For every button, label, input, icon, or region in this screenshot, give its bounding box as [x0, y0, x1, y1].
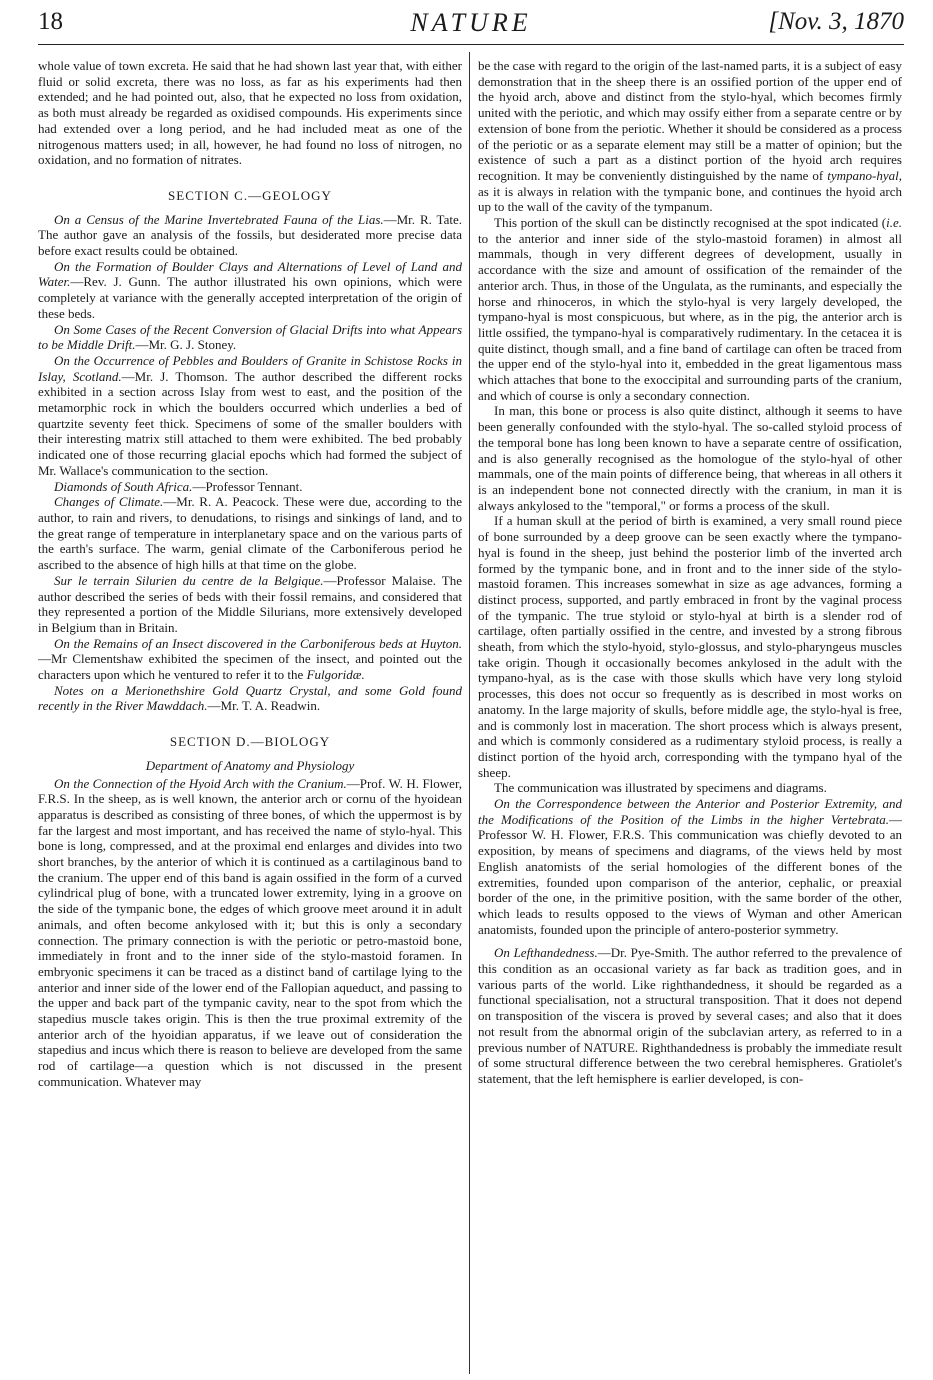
term-tympano-hyal: tympano-hyal, [827, 167, 902, 183]
paper-body: —Rev. J. Gunn. The author illustrated his own opinions, which were completely at variance with the generally accepted interpretation of the origin of these beds. [38, 274, 462, 321]
issue-date: [Nov. 3, 1870 [768, 8, 904, 35]
paragraph-human-skull: If a human skull at the period of birth is examined, a very small round piece of bone surrounded by a deep groove can be seen exactly where the tympano-hyal is found in the sheep, just behind the posterior limb of the inverted arch formed by the tympanic bone, and in front and to the inner side of the stylo-mastoid foramen. This increases somewhat in size as age advances, forming a distinct process, supported, and partly embraced in front by the vaginal process of the tympanic. The true styloid or stylo-hyal at birth is a slender rod of cartilage, often partially ossified in the centre, and invested by a strong fibrous sheath, from which the stylo-hyoid, stylo-glossus, and stylo-pharyngeus muscles take origin. Though it occasionally becomes ankylosed in the adult with the tympano-hyal, as is the case with those skulls which have very long styloid processes, this does not occur so frequently as is described in most works on anatomy. In the large majority of skulls, before middle age, the stylo-hyal is free, and is commonly lost in maceration. The short process which is always present, and which is commonly considered as a rudimentary styloid process, is really a distinct portion of the hyoid arch, corresponding with the tympano hyal of the sheep. [478, 513, 902, 780]
paper-gold-quartz [38, 683, 462, 714]
paragraph-skull-portion [478, 215, 902, 403]
paper-title: On the Correspondence between the Anterior and Posterior Extremity, and the Modifications of the Position of the Limbs in the higher Vertebrata. [478, 796, 902, 827]
paper-census-lias [38, 212, 462, 259]
paper-body: —Professor Malaise. The author described the series of beds with their fossil remains, and considered that they represented a portion of the Middle Silurians, more extensively developed in Belgium than in Britain. [38, 572, 462, 635]
paper-boulder-clays [38, 259, 462, 322]
paper-body: —Mr. R. A. Peacock. These were due, according to the author, to rain and rivers, to denudations, to risings and sinkings of land, and to the great range of temperature in interplanetary space and on the various parts of the earth's surface. The warm, genial climate of the Carboniferous period he ascribed to the absence of high hills at that time on the globe. [38, 494, 462, 573]
paper-title: On Lefthandedness. [494, 945, 598, 961]
paper-glacial-drifts [38, 322, 462, 353]
page-number: 18 [38, 8, 63, 35]
paper-diamonds [38, 479, 462, 495]
paper-title: Sur le terrain Silurien du centre de la Belgique. [54, 572, 324, 588]
paper-body: —Mr. J. Thomson. The author described the different rocks exhibited in a section across Islay from west to east, and the position of the metamorphic rock in which the boulders occurred which underlies a bed of quartzite seventy feet thick. Specimens of some of the smaller boulders with their interesting matrix still attached to them were exhibited. The bed probably indicated one of those recurring glacial epochs which had formed the subject of Mr. Wallace's communication to the section. [38, 368, 462, 478]
paper-title: On the Connection of the Hyoid Arch with the Cranium. [54, 775, 347, 791]
section-c-heading: SECTION C.—GEOLOGY [168, 187, 332, 203]
paper-body: —Professor W. H. Flower, F.R.S. This communication was chiefly devoted to an exposition, by means of specimens and diagrams, of the views held by most English anatomists of the serial homologies of the different bones of the extremities, founded upon comparison of the anterior, cephalic, or preaxial border of the one, in the primitive position, with the same border of the other, which leads to results opposed to the views of Wyman and other American anatomists, founded upon the principle of antero-posterior symmetry. [478, 811, 902, 937]
paper-title: Changes of Climate. [54, 494, 164, 510]
page-header [38, 4, 904, 45]
paper-body: —Mr. G. J. Stoney. [135, 337, 237, 353]
right-column [478, 58, 902, 1374]
paper-body: —Dr. Pye-Smith. The author referred to the prevalence of this condition as an occasional variety as far back as tradition goes, and in various parts of the world. Like righthandedness, it should be regarded as a functional specialisation, not a structural transposition. That it does not depend on transposition of the viscera is proved by several cases; and also that it does not result from the abnormal origin of the subclavian artery, as referred to in a previous number of [478, 945, 902, 1055]
taxon-name: Fulgoridæ. [306, 667, 365, 683]
paper-extremities [478, 796, 902, 937]
paragraph-continuation [478, 58, 902, 215]
paper-title: On the Remains of an Insect discovered in the Carboniferous beds at Huyton. [54, 635, 462, 651]
paper-body: —Mr. R. Tate. The author gave an analysis of the fossils, but desiderated more precise data before exact results could be obtained. [38, 211, 462, 259]
paragraph-text: to the anterior and inner side of the stylo-mastoid foramen) in almost all mammals, though in very different degrees of development, usually in accordance with the size and amount of ossification of the remainder of the anterior arch. Thus, in those of the Ungulata, as the ruminants, and especially the horse and rhinoceros, in which the stylo-hyal is very largely developed, the tympano-hyal is most conspicuous, but where, as in the pig, the anterior arch is little ossified, the tympano-hyal is comparatively rudimentary. In the cetacea it is quite distinct, though small, and a fine band of cartilage can often be traced from the upper end of the stylo-hyal into it, embedded in the great ligamentous mass which attaches that bone to the exoccipital and surrounding parts of the cranium, and which of course is only a secondary connection. [478, 230, 902, 403]
paper-body: —Professor Tennant. [192, 478, 303, 494]
paper-title: On the Formation of Boulder Clays and Alternations of Level of Land and Water. [38, 258, 462, 290]
paragraph-text: be the case with regard to the origin of the last-named parts, it is a subject of easy demonstration that in the sheep there is an ossified portion of the upper end of the hyoid arch, above and distinct from the stylo-hyal, which becomes firmly united with the periotic, and which may ossify either from a separate centre or by extension of bone from the periotic. Whether it should be considered as a process of the periotic or as a separate element may still be a matter of opinion; but the existence of such a part as a distinct portion of the hyoid arch requires recognition. It may be conveniently distinguished by the name of [478, 58, 902, 183]
paper-title: Notes on a Merionethshire Gold Quartz Crystal, and some Gold found recently in the River Mawddach. [38, 682, 462, 714]
paper-body: —Mr. T. A. Readwin. [207, 698, 321, 714]
paper-body: —Mr Clementshaw exhibited the specimen of the insect, and pointed out the characters upon which he ventured to refer it to the [38, 651, 462, 683]
paper-title: On a Census of the Marine Invertebrated Fauna of the Lias. [54, 211, 384, 227]
paragraph-continuation: whole value of town excreta. He said that he had shown last year that, with either fluid or solid excreta, there was no loss, as far as his experiments had then extended; and he had pointed out, also, that he expected no loss from oxidation, as both must already be regarded as oxidised compounds. His experiments since had extended over a long period, and he had included meat as one of the nitrogenous matters used; in all, however, he had found no loss of nitrogen, no oxidation, and no formation of nitrates. [38, 58, 462, 168]
paper-title: Diamonds of South Africa. [54, 478, 193, 494]
paragraph-illustrated: The communication was illustrated by specimens and diagrams. [494, 780, 827, 796]
paper-body: —Prof. W. H. Flower, F.R.S. In the sheep, as is well known, the anterior arch or cornu of the hyoidean apparatus is described as consisting of three bones, of which the uppermost is by far the largest and most important, and has received the name of stylo-hyal. This bone is long, compressed, and at the proximal end enlarges and divides into two short branches, by the anterior of which it is continued as a cartilaginous band to the cranium. The upper end of this band is again ossified in the form of a curved cylindrical plug of bone, with a truncated lower extremity, lying in a groove on the side of the tympanic bone, the edges of which groove meet around it in adult animals, and often become ankylosed with it; but this is only a secondary connection. The primary connection is with the periotic or petro-mastoid bone, immediately in front and to the inner side of the stylo-mastoid foramen. In embryonic specimens it can be traced as a distinct band of cartilage lying to the anterior and inner side of the lower end of the Fallopian aqueduct, and passing to the upper and back part of the tympanic cavity, near to the spot from which the stapedius muscle takes origin. This is then the true proximal extremity of the anterior arch of the hyoidian apparatus, if we leave out of consideration the stapedius and incus which there is reason to believe are developed from the same rod of cartilage—a question which is not discussed in the present communication. Whatever may [38, 775, 462, 1089]
paper-hyoid-arch [38, 776, 462, 1090]
spacer [478, 937, 902, 945]
paragraph-man: In man, this bone or process is also quite distinct, although it seems to have been generally confounded with the stylo-hyal. The so-called styloid process of the temporal bone has long been known to have a separate centre of ossification, and is also generally recognised as the homologue of the stylo-hyal of other mammals, one of the main points of difference being, that whereas in all others it is an independent bone not connected directly with the cranium, in man it is always ankylosed to the "temporal," or forms a process of the skull. [478, 403, 902, 513]
paper-body-tail: Righthandedness is probably the immediate result of some structural difference between the two cerebral hemispheres. Gratiolet's statement, that the left hemisphere is earlier developed, is con- [478, 1039, 902, 1086]
paper-title: On Some Cases of the Recent Conversion of Glacial Drifts into what Appears to be Middle Drift. [38, 321, 462, 353]
paragraph-text: as it is always in relation with the tympanic bone, and continues the hyoid arch up to the wall of the cavity of the tympanum. [478, 183, 902, 215]
paragraph-text: This portion of the skull can be distinctly recognised at the spot indicated ( [494, 215, 887, 231]
abbreviation-ie: i.e. [886, 215, 902, 231]
paper-silurien [38, 573, 462, 636]
paper-granite-islay [38, 353, 462, 479]
paper-title: On the Occurrence of Pebbles and Boulders of Granite in Schistose Rocks in Islay, Scotland. [38, 352, 462, 384]
paper-insect-huyton [38, 636, 462, 683]
paper-lefthandedness [478, 945, 902, 1086]
left-column [38, 58, 462, 1374]
section-d-heading: SECTION D.—BIOLOGY [169, 734, 331, 750]
column-divider [469, 52, 470, 1374]
paper-climate [38, 494, 462, 573]
journal-reference: NATURE. [583, 1039, 639, 1055]
journal-title: NATURE [410, 8, 532, 37]
department-heading: Department of Anatomy and Physiology [145, 757, 355, 773]
